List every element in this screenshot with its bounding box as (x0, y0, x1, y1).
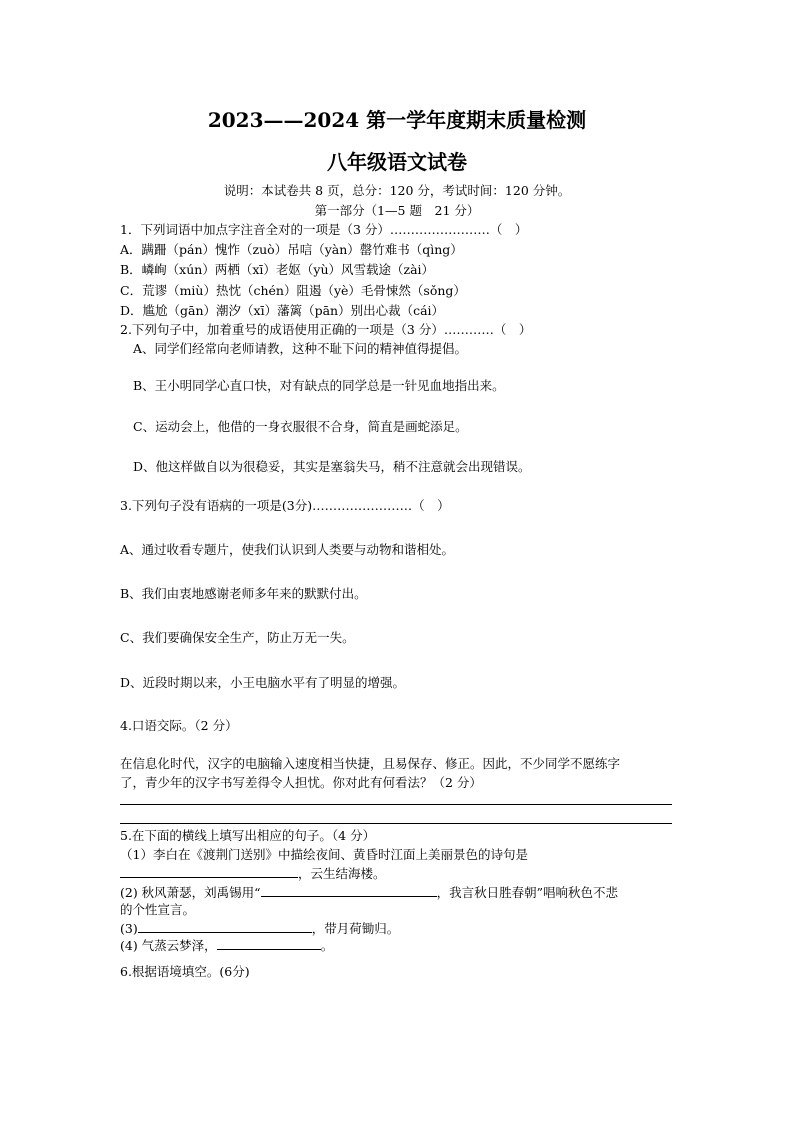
q4-text-line2: 了，青少年的汉字书写差得令人担忧。你对此有何看法？（2 分） (120, 775, 482, 790)
q5-item2-end: ，我言秋日胜春朝”唱响秋色不悲 (436, 885, 618, 900)
q4-text-line1: 在信息化时代，汉字的电脑输入速度相当快捷，且易保存、修正。因此，不少同学不愿练字 (120, 756, 621, 771)
q5-item3-end: ，带月荷锄归。 (311, 921, 400, 936)
q3-option-b: B、我们由衷地感谢老师多年来的默默付出。 (120, 586, 367, 601)
q5-blank-4[interactable] (217, 937, 321, 950)
q2-option-c: C、运动会上，他借的一身衣服很不合身，简直是画蛇添足。 (133, 419, 468, 434)
q2-option-d: D、他这样做自以为很稳妥，其实是塞翁失马，稍不注意就会出现错误。 (133, 459, 531, 474)
q1-option-a: A．蹒跚（pán）愧怍（zuò）吊唁（yàn）罄竹难书（qìng） (120, 242, 463, 257)
q1-option-c: C．荒谬（miù）热忱（chén）阻遏（yè）毛骨悚然（sǒng） (120, 283, 466, 298)
q5-item1: （1）李白在《渡荆门送别》中描绘夜间、黄昏时江面上美丽景色的诗句是 (120, 847, 528, 862)
q5-item1-answer (120, 865, 386, 882)
q5-item3-start: (3) (120, 921, 138, 936)
exam-subtitle: 八年级语文试卷 (327, 150, 467, 174)
q3-option-d: D、近段时期以来，小王电脑水平有了明显的增强。 (120, 675, 406, 690)
exam-title: 2023——2024 第一学年度期末质量检测 (207, 108, 587, 132)
answer-line-2[interactable] (120, 823, 672, 824)
q1-option-d: D．尴尬（gān）潮汐（xī）藩篱（pān）别出心裁（cái） (120, 303, 445, 318)
q5-item3 (120, 920, 399, 937)
q2-stem: 2.下列句子中，加着重号的成语使用正确的一项是（3 分）…………（ ） (120, 322, 532, 337)
q2-option-a: A、同学们经常向老师请教，这种不耻下问的精神值得提倡。 (133, 341, 468, 356)
q5-item4 (120, 937, 333, 954)
q3-option-c: C、我们要确保安全生产，防止万无一失。 (120, 630, 355, 645)
q5-item4-start: (4) 气蒸云梦泽， (120, 938, 217, 953)
q5-blank-1[interactable] (120, 865, 298, 878)
q5-blank-2[interactable] (261, 884, 437, 897)
q2-option-b: B、王小明同学心直口快，对有缺点的同学总是一针见血地指出来。 (133, 378, 505, 393)
exam-instructions: 说明：本试卷共 8 页，总分：120 分，考试时间：120 分钟。 (223, 183, 571, 198)
q5-item4-end: 。 (320, 938, 334, 953)
q4-stem: 4.口语交际。（2 分） (120, 718, 238, 733)
q5-blank-3[interactable] (138, 920, 312, 933)
q5-item1-end: ，云生结海楼。 (298, 866, 386, 881)
q3-stem: 3.下列句子没有语病的一项是(3分)……………………（ ） (120, 498, 450, 513)
q5-item2 (120, 884, 618, 901)
q5-item2-cont: 的个性宣言。 (120, 902, 196, 917)
q5-item2-start: (2) 秋风萧瑟，刘禹锡用“ (120, 885, 261, 900)
answer-line-1[interactable] (120, 804, 672, 805)
part-heading: 第一部分（1—5 题 21 分） (314, 203, 480, 218)
q1-option-b: B．嶙峋（xún）两栖（xī）老妪（yù）风雪载途（zài） (120, 262, 435, 277)
q5-stem: 5.在下面的横线上填写出相应的句子。（4 分） (120, 828, 376, 843)
q1-stem: 1．下列词语中加点字注音全对的一项是（3 分）……………………（ ） (120, 222, 528, 237)
q3-option-a: A、通过收看专题片，使我们认识到人类要与动物和谐相处。 (120, 542, 455, 557)
q6-stem: 6.根据语境填空。(6分) (120, 964, 250, 979)
